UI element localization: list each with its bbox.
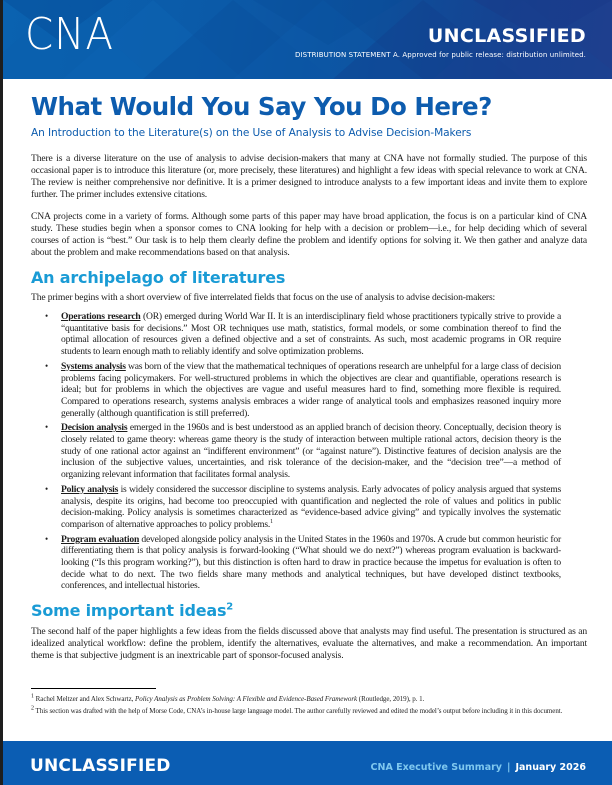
footnote-2 (31, 707, 587, 717)
document-subtitle: An Introduction to the Literature(s) on the Use of Analysis to Advise Decision-Makers (31, 127, 472, 139)
bullet-text: is widely considered the successor discipline to systems analysis. Early advocates of policy analysis argued that systems analysis, despite its origins, had become too preoccupied with quantification and neglected the role of values and politics in public decision-making. Policy analysis is sometimes characterized as “evidence-based advice giving” and typically involves the systematic comparison of alternative approaches to policy problems. (61, 483, 562, 530)
fields-list (3, 311, 612, 595)
footnote-divider (31, 688, 156, 689)
footnote-book-title: Policy Analysis as Problem Solving: A Flexible and Evidence-Based Framework (135, 695, 358, 703)
section2-body: The second half of the paper highlights a few ideas from the fields discussed above that analysts may find useful. The presentation is structured as an idealized analytical workflow: define the problem, identify the alternatives, evaluate the alternatives, and make a recommendation. An important theme is that subjective judgment is an inextricable part of sponsor-focused analysis. (31, 626, 587, 661)
list-item-systems-analysis (3, 361, 561, 420)
footnote-number: 1 (31, 693, 34, 700)
bullet-text: (OR) emerged during World War II. It is an interdisciplinary field whose practitioners typically strive to provide a “quantitative basis for decisions.” Most OR techniques use math, statistics, formal models, or some combination thereof to find the optimal allocation of resources given a defined objective and a set of constraints. As such, most academic programs in OR require students to learn enough math to reliably identify and solve optimization problems. (61, 311, 562, 358)
bullet-icon: • (45, 533, 48, 544)
section2-heading-text: Some important ideas (31, 601, 227, 620)
term-policy-analysis: Policy analysis (61, 483, 119, 495)
section-heading-archipelago: An archipelago of literatures (31, 268, 286, 287)
bullet-icon: • (45, 483, 48, 494)
section1-lead: The primer begins with a short overview of five interrelated fields that focus on the use of analysis to advise decision-makers: (31, 292, 496, 303)
footer-banner (3, 741, 612, 785)
footnote-ref-1[interactable]: 1 (270, 518, 273, 525)
footer-publication: CNA Executive Summary (370, 762, 502, 773)
footnote-number: 2 (31, 705, 34, 712)
term-systems-analysis: Systems analysis (61, 360, 126, 372)
footnote-text: (Routledge, 2019), p. 1. (357, 695, 425, 703)
term-program-evaluation: Program evaluation (61, 533, 140, 545)
footer-classification: UNCLASSIFIED (30, 756, 171, 776)
document-page (3, 0, 612, 785)
footer-publication-info (371, 762, 586, 773)
list-item-operations-research (3, 311, 561, 358)
bullet-icon: • (45, 360, 48, 371)
cna-logo: CNA (25, 9, 115, 60)
list-item-program-evaluation (3, 534, 561, 593)
footer-date: January 2026 (515, 762, 586, 773)
term-operations-research: Operations research (61, 311, 141, 322)
intro-paragraph-2: CNA projects come in a variety of forms. Although some parts of this paper may have broad application, the focus is on a particular kind of CNA study. These studies begin when a sponsor comes to CNA looking for help with a decision or problem—i.e., for help deciding which of several courses of action is “best.” Our task is to help them clearly define the problem and identify options for solving it. We then gather and analyze data about the problem and make recommendations based on that analysis. (31, 211, 587, 258)
intro-paragraph-1: There is a diverse literature on the use of analysis to advise decision-makers that many at CNA have not formally studied. The purpose of this occasional paper is to introduce this literature (or, more precisely, these literatures) and highlight a few ideas with special relevance to work at CNA. The review is neither comprehensive nor definitive. It is a primer designed to introduce analysts to a few important ideas and invite them to explore further. The primer includes extensive citations. (31, 153, 587, 200)
bullet-icon: • (45, 422, 48, 433)
bullet-icon: • (45, 311, 48, 321)
list-item-policy-analysis (3, 484, 561, 531)
section-heading-important-ideas (31, 601, 233, 620)
term-decision-analysis: Decision analysis (61, 422, 128, 434)
bullet-text: was born of the view that the mathematical techniques of operations research are unhelpful for a large class of decision problems facing policymakers. For well-structured problems in which the objectives are clear and quantifiable, operations research is ideal; but for problems in which the objectives are vague and useful measures hard to find, something more flexible is required. Compared to operations research, systems analysis embraces a wider range of analytical tools and emphasizes reasoned inquiry more generally (although quantification is still preferred). (61, 360, 561, 419)
list-item-decision-analysis (3, 422, 561, 481)
header-classification: UNCLASSIFIED (427, 25, 586, 47)
footnote-text: Rachel Meltzer and Alex Schwartz, (33, 695, 136, 703)
document-title: What Would You Say You Do Here? (31, 92, 492, 121)
distribution-statement: DISTRIBUTION STATEMENT A. Approved for public release: distribution unlimited. (295, 51, 586, 59)
footnote-1 (31, 695, 587, 705)
footnote-text: This section was drafted with the help of Morse Code, CNA’s in-house large language model. The author carefully reviewed and edited the model’s output before including it in this document. (33, 707, 563, 715)
header-banner (3, 0, 612, 79)
footer-separator: | (507, 762, 511, 773)
bullet-text: emerged in the 1960s and is best understood as an applied branch of decision theory. Conceptually, decision theory is closely related to game theory: whereas game theory is the study of interaction between multiple rational actors, decision theory is the study of one rational actor against an “indifferent environment” (or “against nature”). Distinctive features of decision analysis are the inclusion of the subjective values, uncertainties, and risk tolerance of the decision-maker, and the “decision tree”—a method of organizing relevant information that facilitates formal analysis. (61, 422, 561, 481)
footnote-ref-2[interactable]: 2 (226, 601, 234, 613)
bullet-text: developed alongside policy analysis in the United States in the 1960s and 1970s. A crude but common heuristic for differentiating them is that policy analysis is forward-looking (“What should we do next?”) whereas program evaluation is backward-looking (“Is this program working?”), but this distinction is often hard to draw in practice because the impetus for evaluation is often to decide what to do next. The two fields share many methods and analytical techniques, but have developed distinct textbooks, conferences, and intellectual histories. (61, 533, 561, 592)
